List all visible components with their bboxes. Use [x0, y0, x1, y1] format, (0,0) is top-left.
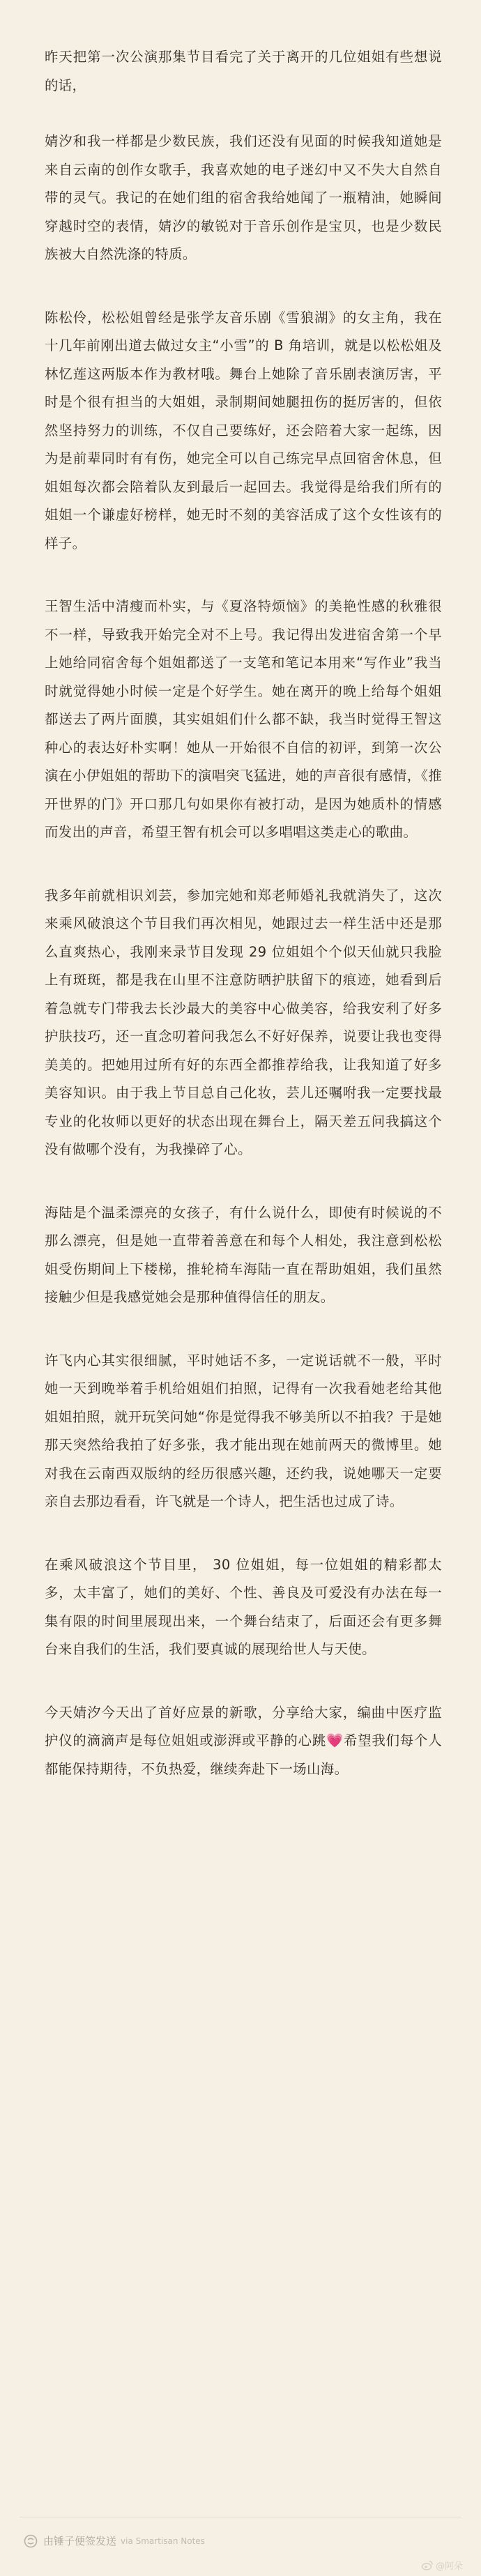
paragraph-xu-fei: 许飞内心其实很细腻，平时她话不多，一定说话就不一般，平时她一天到晚举着手机给姐姐们拍照，记得有一次我看她老给其他姐姐拍照，就开玩笑问她“你是觉得我不够美所以不拍我？于是她那天突然给我拍了好多张，我才能出现在她前两天的微博里。她对我在云南西双版纳的经历很感兴趣，还约我，说她哪天一定要亲自去那边看看，许飞就是一个诗人，把生活也过成了诗。 [45, 1352, 442, 1509]
new-song-text: 今天婧汐今天出了首好应景的新歌，分享给大家，编曲中医疗监护仪的滴滴声是每位姐姐或澎湃或平静的心跳 [45, 1704, 442, 1748]
weibo-icon [421, 2560, 434, 2570]
note-body [45, 43, 442, 1818]
via-label: via Smartisan Notes [121, 2536, 205, 2546]
paragraph-thirty-sisters: 在乘风破浪这个节目里， 30 位姐姐，每一位姐姐的精彩都太多，太丰富了，她们的美好、个性、善良及可爱没有办法在每一集有限的时间里展现出来，一个舞台结束了，后面还会有更多舞台来自我们的生活，我们要真诚的展现给世人与天使。 [45, 1556, 442, 1657]
smartisan-signature [24, 2533, 205, 2548]
sent-by-label: 由锤子便签发送 [43, 2535, 117, 2547]
note-footer [0, 2517, 481, 2576]
paragraph-hai-lu: 海陆是个温柔漂亮的女孩子，有什么说什么，即使有时候说的不那么漂亮，但是她一直带着善意在和每个人相处，我注意到松松姐受伤期间上下楼梯，推轮椅车海陆一直在帮助姐姐，我们虽然接触少但是我感觉她会是那种值得信任的朋友。 [45, 1204, 442, 1305]
paragraph-liu-yun: 我多年前就相识刘芸，参加完她和郑老师婚礼我就消失了，这次来乘风破浪这个节目我们再次相见，她跟过去一样生活中还是那么直爽热心，我刚来录节目发现 29 位姐姐个个似天仙就只我脸上有斑斑，都是我在山里不注意防晒护肤留下的痕迹，她看到后着急就专门带我去长沙最大的美容中心做美容，给我安利了好多护肤技巧，还一直念叨着问我怎么不好好保养，说要让我也变得美美的。把她用过所有好的东西全都推荐给我，让我知道了好多美容知识。由于我上节目总自己化妆，芸儿还嘱咐我一定要找最专业的化妆师以更好的状态出现在舞台上，隔天差五问我搞这个没有做哪个没有，为我操碎了心。 [45, 887, 442, 1157]
paragraph-new-song [45, 1699, 442, 1784]
paragraph-jingxi: 婧汐和我一样都是少数民族，我们还没有见面的时候我知道她是来自云南的创作女歌手，我喜欢她的电子迷幻中又不失大自然自带的灵气。我记的在她们组的宿舍我给她闻了一瓶精油，她瞬间穿越时空的表情，婧汐的敏锐对于音乐创作是宝贝，也是少数民族被大自然洗涤的特质。 [45, 133, 442, 262]
smartisan-notes-icon [24, 2534, 38, 2548]
new-song-text-end: 希望我们每个人都能保持期待，不负热爱，继续奔赴下一场山海。 [45, 1732, 442, 1777]
watermark-text: @阿朵 [435, 2561, 463, 2572]
weibo-watermark [421, 2559, 463, 2572]
paragraph-wang-zhi: 王智生活中清瘦而朴实，与《夏洛特烦恼》的美艳性感的秋雅很不一样，导致我开始完全对不上号。我记得出发进宿舍第一个早上她给同宿舍每个姐姐都送了一支笔和笔记本用来“写作业”我当时就觉得她小时候一定是个好学生。她在离开的晚上给每个姐姐都送去了两片面膜，其实姐姐们什么都不缺，我当时觉得王智这种心的表达好朴实啊！她从一开始很不自信的初评，到第一次公演在小伊姐姐的帮助下的演唱突飞猛进，她的声音很有感情，《推开世界的门》开口那几句如果你有被打动，是因为她质朴的情感而发出的声音，希望王智有机会可以多唱唱这类走心的歌曲。 [45, 598, 442, 840]
heart-icon: 💗 [326, 1732, 344, 1748]
paragraph-intro: 昨天把第一次公演那集节目看完了关于离开的几位姐姐有些想说的话， [45, 49, 442, 93]
paragraph-chen-songling: 陈松伶，松松姐曾经是张学友音乐剧《雪狼湖》的女主角，我在十几年前刚出道去做过女主“小雪”的 B 角培训，就是以松松姐及林忆莲这两版本作为教材哦。舞台上她除了音乐剧表演厉害，平时是个很有担当的大姐姐，录制期间她腿扭伤的挺厉害的，但依然坚持努力的训练，不仅自己要练好，还会陪着大家一起练，因为是前辈同时有有伤，她完全可以自己练完早点回宿舍休息，但姐姐每次都会陪着队友到最后一起回去。我觉得是给我们所有的姐姐一个谦虚好榜样，她无时不刻的美容活成了这个女性该有的样子。 [45, 309, 442, 551]
